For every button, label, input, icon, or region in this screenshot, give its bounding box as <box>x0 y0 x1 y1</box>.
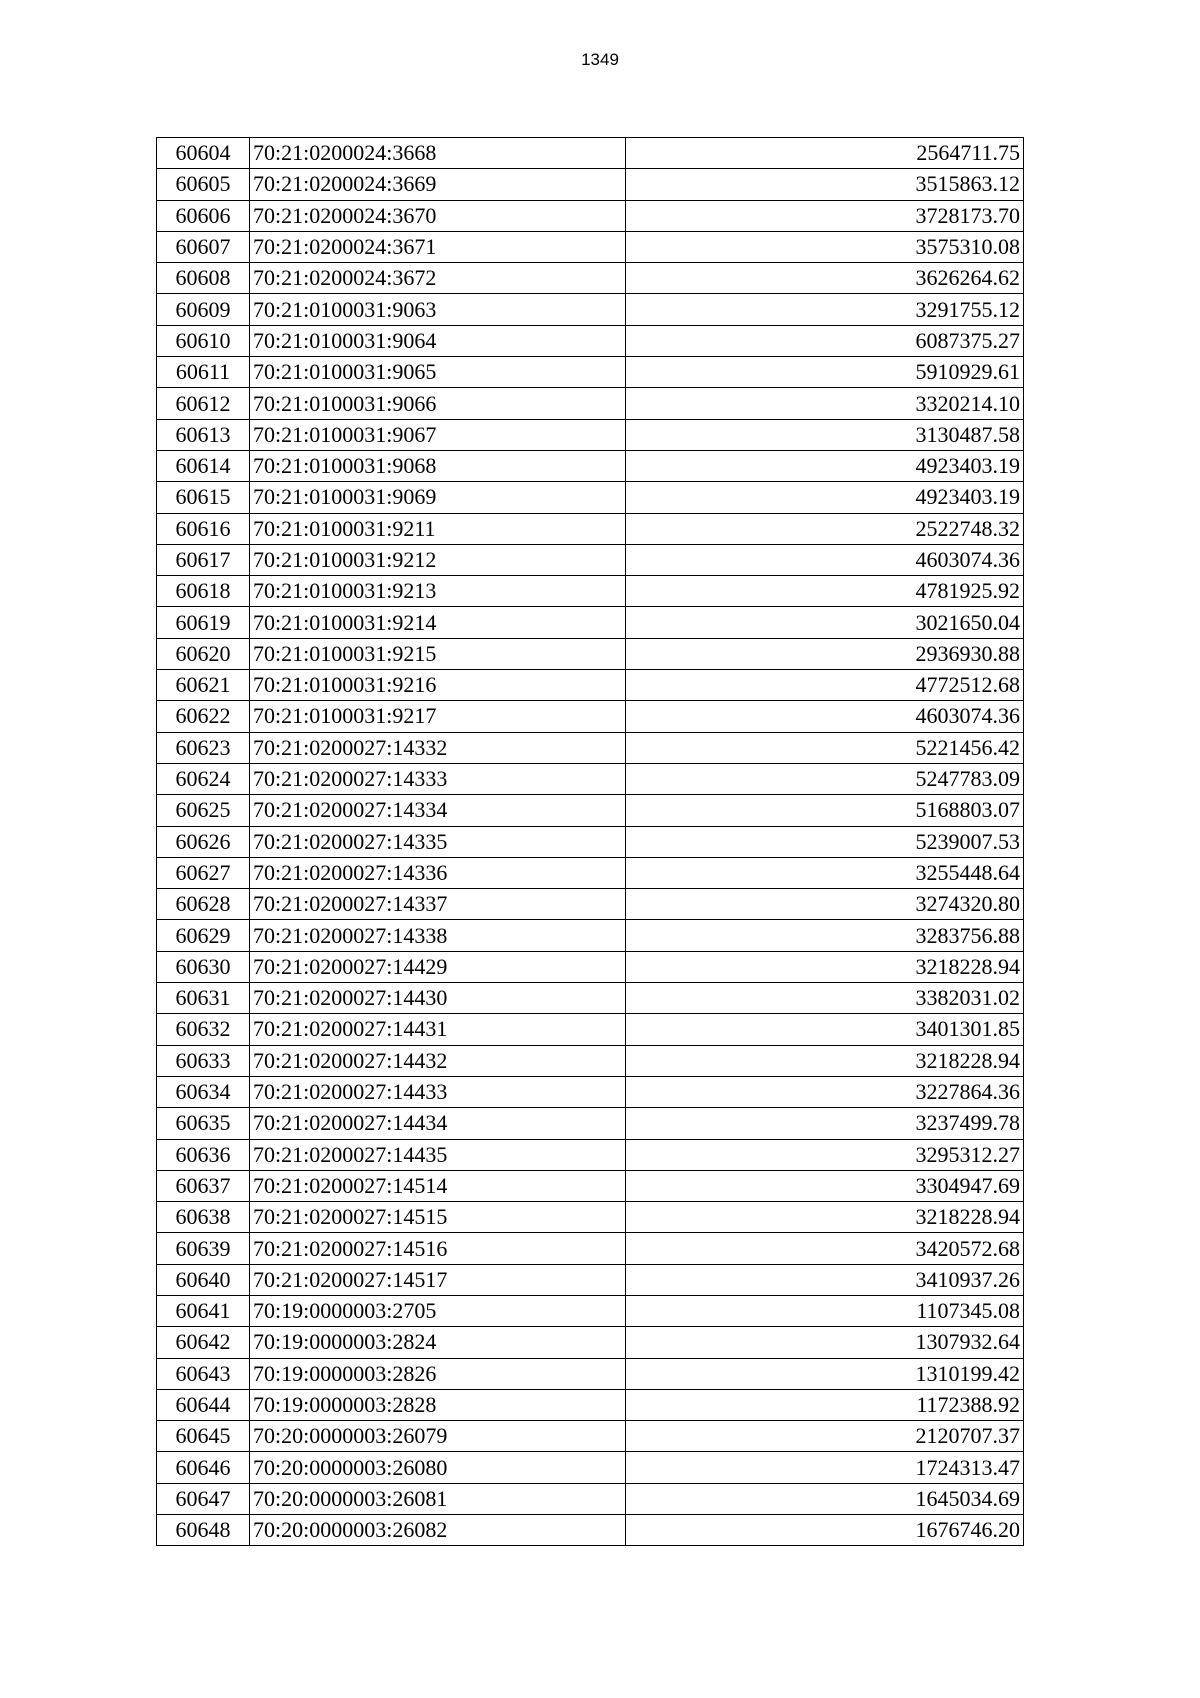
cadastral-number-cell: 70:19:0000003:2826 <box>250 1358 626 1389</box>
row-number-cell: 60619 <box>157 607 250 638</box>
cadastral-number-cell: 70:21:0200024:3670 <box>250 200 626 231</box>
table-row <box>157 482 1024 513</box>
value-cell: 3575310.08 <box>626 231 1024 262</box>
table-row <box>157 294 1024 325</box>
table-row <box>157 419 1024 450</box>
table-row <box>157 889 1024 920</box>
value-cell: 3130487.58 <box>626 419 1024 450</box>
row-number-cell: 60646 <box>157 1452 250 1483</box>
table-row <box>157 1327 1024 1358</box>
row-number-cell: 60611 <box>157 357 250 388</box>
table-row <box>157 138 1024 169</box>
cadastral-number-cell: 70:21:0100031:9216 <box>250 670 626 701</box>
table-row <box>157 1515 1024 1546</box>
cadastral-number-cell: 70:21:0100031:9215 <box>250 638 626 669</box>
value-cell: 5221456.42 <box>626 732 1024 763</box>
value-cell: 5168803.07 <box>626 795 1024 826</box>
cadastral-number-cell: 70:21:0200024:3669 <box>250 169 626 200</box>
value-cell: 5239007.53 <box>626 826 1024 857</box>
row-number-cell: 60633 <box>157 1045 250 1076</box>
value-cell: 2564711.75 <box>626 138 1024 169</box>
value-cell: 6087375.27 <box>626 325 1024 356</box>
value-cell: 3218228.94 <box>626 1202 1024 1233</box>
cadastral-number-cell: 70:21:0100031:9217 <box>250 701 626 732</box>
cadastral-number-cell: 70:21:0100031:9213 <box>250 576 626 607</box>
table-row <box>157 1389 1024 1420</box>
table-row <box>157 857 1024 888</box>
value-cell: 3218228.94 <box>626 1045 1024 1076</box>
cadastral-number-cell: 70:20:0000003:26080 <box>250 1452 626 1483</box>
row-number-cell: 60648 <box>157 1515 250 1546</box>
cadastral-number-cell: 70:21:0200027:14336 <box>250 857 626 888</box>
table-row <box>157 920 1024 951</box>
row-number-cell: 60618 <box>157 576 250 607</box>
table-row <box>157 983 1024 1014</box>
table-row <box>157 1170 1024 1201</box>
value-cell: 4923403.19 <box>626 482 1024 513</box>
cadastral-number-cell: 70:21:0200027:14333 <box>250 763 626 794</box>
row-number-cell: 60629 <box>157 920 250 951</box>
value-cell: 3420572.68 <box>626 1233 1024 1264</box>
cadastral-number-cell: 70:21:0100031:9065 <box>250 357 626 388</box>
cadastral-number-cell: 70:21:0100031:9069 <box>250 482 626 513</box>
cadastral-number-cell: 70:21:0200027:14515 <box>250 1202 626 1233</box>
table-row <box>157 763 1024 794</box>
row-number-cell: 60647 <box>157 1483 250 1514</box>
table-row <box>157 1076 1024 1107</box>
value-cell: 1107345.08 <box>626 1295 1024 1326</box>
value-cell: 4772512.68 <box>626 670 1024 701</box>
table-row <box>157 670 1024 701</box>
cadastral-number-cell: 70:21:0200027:14433 <box>250 1076 626 1107</box>
row-number-cell: 60636 <box>157 1139 250 1170</box>
value-cell: 3728173.70 <box>626 200 1024 231</box>
row-number-cell: 60620 <box>157 638 250 669</box>
table-row <box>157 576 1024 607</box>
value-cell: 3021650.04 <box>626 607 1024 638</box>
data-table <box>156 137 1024 1546</box>
row-number-cell: 60634 <box>157 1076 250 1107</box>
cadastral-number-cell: 70:21:0100031:9066 <box>250 388 626 419</box>
table-row <box>157 1045 1024 1076</box>
value-cell: 1307932.64 <box>626 1327 1024 1358</box>
value-cell: 1310199.42 <box>626 1358 1024 1389</box>
table-row <box>157 1358 1024 1389</box>
value-cell: 3274320.80 <box>626 889 1024 920</box>
row-number-cell: 60622 <box>157 701 250 732</box>
value-cell: 2522748.32 <box>626 513 1024 544</box>
value-cell: 3626264.62 <box>626 263 1024 294</box>
row-number-cell: 60644 <box>157 1389 250 1420</box>
table-row <box>157 701 1024 732</box>
row-number-cell: 60637 <box>157 1170 250 1201</box>
row-number-cell: 60645 <box>157 1421 250 1452</box>
table-row <box>157 1108 1024 1139</box>
value-cell: 1724313.47 <box>626 1452 1024 1483</box>
table-row <box>157 263 1024 294</box>
cadastral-number-cell: 70:21:0200027:14514 <box>250 1170 626 1201</box>
value-cell: 2120707.37 <box>626 1421 1024 1452</box>
row-number-cell: 60617 <box>157 544 250 575</box>
cadastral-number-cell: 70:21:0200027:14435 <box>250 1139 626 1170</box>
row-number-cell: 60614 <box>157 450 250 481</box>
table-row <box>157 231 1024 262</box>
table-row <box>157 638 1024 669</box>
row-number-cell: 60607 <box>157 231 250 262</box>
table-row <box>157 1139 1024 1170</box>
row-number-cell: 60604 <box>157 138 250 169</box>
table-row <box>157 169 1024 200</box>
table-row <box>157 1014 1024 1045</box>
value-cell: 4923403.19 <box>626 450 1024 481</box>
cadastral-number-cell: 70:21:0200027:14517 <box>250 1264 626 1295</box>
value-cell: 1645034.69 <box>626 1483 1024 1514</box>
table-row <box>157 795 1024 826</box>
value-cell: 5247783.09 <box>626 763 1024 794</box>
value-cell: 3320214.10 <box>626 388 1024 419</box>
cadastral-number-cell: 70:21:0100031:9212 <box>250 544 626 575</box>
row-number-cell: 60621 <box>157 670 250 701</box>
table-row <box>157 357 1024 388</box>
value-cell: 3382031.02 <box>626 983 1024 1014</box>
row-number-cell: 60608 <box>157 263 250 294</box>
value-cell: 3304947.69 <box>626 1170 1024 1201</box>
value-cell: 3291755.12 <box>626 294 1024 325</box>
value-cell: 1172388.92 <box>626 1389 1024 1420</box>
cadastral-number-cell: 70:21:0200027:14431 <box>250 1014 626 1045</box>
value-cell: 2936930.88 <box>626 638 1024 669</box>
table-row <box>157 732 1024 763</box>
table-row <box>157 544 1024 575</box>
row-number-cell: 60638 <box>157 1202 250 1233</box>
value-cell: 3515863.12 <box>626 169 1024 200</box>
table-row <box>157 1295 1024 1326</box>
table-row <box>157 1233 1024 1264</box>
row-number-cell: 60640 <box>157 1264 250 1295</box>
table-row <box>157 1202 1024 1233</box>
table-row <box>157 607 1024 638</box>
cadastral-number-cell: 70:21:0200024:3668 <box>250 138 626 169</box>
table-row <box>157 951 1024 982</box>
cadastral-number-cell: 70:21:0100031:9211 <box>250 513 626 544</box>
cadastral-number-cell: 70:21:0200027:14432 <box>250 1045 626 1076</box>
cadastral-number-cell: 70:20:0000003:26082 <box>250 1515 626 1546</box>
table-row <box>157 325 1024 356</box>
value-cell: 3218228.94 <box>626 951 1024 982</box>
cadastral-number-cell: 70:21:0200027:14335 <box>250 826 626 857</box>
cadastral-number-cell: 70:19:0000003:2705 <box>250 1295 626 1326</box>
row-number-cell: 60610 <box>157 325 250 356</box>
table-row <box>157 388 1024 419</box>
row-number-cell: 60612 <box>157 388 250 419</box>
value-cell: 3295312.27 <box>626 1139 1024 1170</box>
row-number-cell: 60613 <box>157 419 250 450</box>
row-number-cell: 60609 <box>157 294 250 325</box>
row-number-cell: 60616 <box>157 513 250 544</box>
row-number-cell: 60627 <box>157 857 250 888</box>
row-number-cell: 60635 <box>157 1108 250 1139</box>
cadastral-number-cell: 70:21:0200024:3672 <box>250 263 626 294</box>
row-number-cell: 60605 <box>157 169 250 200</box>
row-number-cell: 60623 <box>157 732 250 763</box>
value-cell: 3283756.88 <box>626 920 1024 951</box>
value-cell: 3255448.64 <box>626 857 1024 888</box>
cadastral-number-cell: 70:21:0100031:9068 <box>250 450 626 481</box>
value-cell: 5910929.61 <box>626 357 1024 388</box>
row-number-cell: 60643 <box>157 1358 250 1389</box>
cadastral-number-cell: 70:19:0000003:2828 <box>250 1389 626 1420</box>
row-number-cell: 60632 <box>157 1014 250 1045</box>
table-body <box>157 138 1024 1546</box>
table-row <box>157 1421 1024 1452</box>
cadastral-number-cell: 70:21:0200027:14516 <box>250 1233 626 1264</box>
cadastral-number-cell: 70:21:0200024:3671 <box>250 231 626 262</box>
row-number-cell: 60624 <box>157 763 250 794</box>
row-number-cell: 60615 <box>157 482 250 513</box>
cadastral-number-cell: 70:20:0000003:26081 <box>250 1483 626 1514</box>
cadastral-number-cell: 70:21:0200027:14334 <box>250 795 626 826</box>
value-cell: 3410937.26 <box>626 1264 1024 1295</box>
cadastral-number-cell: 70:21:0200027:14434 <box>250 1108 626 1139</box>
value-cell: 4603074.36 <box>626 701 1024 732</box>
cadastral-number-cell: 70:21:0200027:14332 <box>250 732 626 763</box>
value-cell: 1676746.20 <box>626 1515 1024 1546</box>
table-row <box>157 1483 1024 1514</box>
table-row <box>157 513 1024 544</box>
cadastral-number-cell: 70:21:0200027:14337 <box>250 889 626 920</box>
row-number-cell: 60639 <box>157 1233 250 1264</box>
row-number-cell: 60628 <box>157 889 250 920</box>
table-row <box>157 826 1024 857</box>
value-cell: 3237499.78 <box>626 1108 1024 1139</box>
row-number-cell: 60631 <box>157 983 250 1014</box>
value-cell: 3401301.85 <box>626 1014 1024 1045</box>
value-cell: 4603074.36 <box>626 544 1024 575</box>
page-number: 1349 <box>581 50 619 69</box>
cadastral-number-cell: 70:21:0100031:9063 <box>250 294 626 325</box>
cadastral-number-cell: 70:19:0000003:2824 <box>250 1327 626 1358</box>
cadastral-number-cell: 70:21:0200027:14429 <box>250 951 626 982</box>
row-number-cell: 60642 <box>157 1327 250 1358</box>
table-row <box>157 1452 1024 1483</box>
row-number-cell: 60625 <box>157 795 250 826</box>
value-cell: 3227864.36 <box>626 1076 1024 1107</box>
row-number-cell: 60641 <box>157 1295 250 1326</box>
cadastral-number-cell: 70:21:0100031:9064 <box>250 325 626 356</box>
row-number-cell: 60626 <box>157 826 250 857</box>
cadastral-number-cell: 70:21:0100031:9214 <box>250 607 626 638</box>
row-number-cell: 60630 <box>157 951 250 982</box>
value-cell: 4781925.92 <box>626 576 1024 607</box>
table-row <box>157 450 1024 481</box>
cadastral-number-cell: 70:21:0200027:14430 <box>250 983 626 1014</box>
cadastral-number-cell: 70:21:0200027:14338 <box>250 920 626 951</box>
cadastral-number-cell: 70:20:0000003:26079 <box>250 1421 626 1452</box>
cadastral-number-cell: 70:21:0100031:9067 <box>250 419 626 450</box>
row-number-cell: 60606 <box>157 200 250 231</box>
table-row <box>157 1264 1024 1295</box>
table-row <box>157 200 1024 231</box>
